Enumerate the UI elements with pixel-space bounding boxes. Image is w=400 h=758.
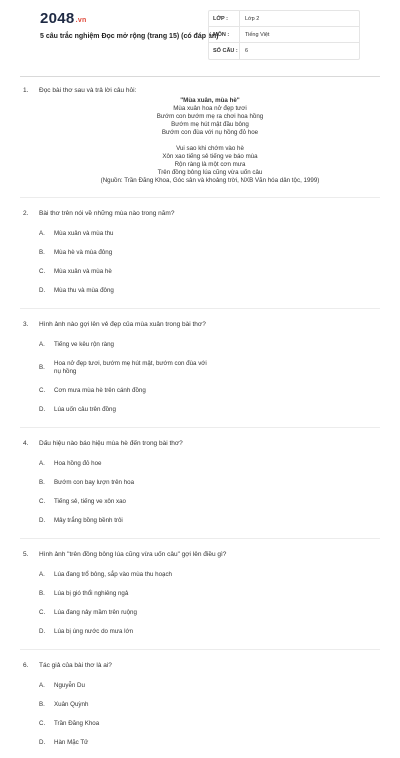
option-text: Bướm con bay lượn trên hoa [54, 479, 135, 486]
option-label: B. [39, 479, 45, 486]
meta-table [208, 10, 360, 60]
meta-value: Tiếng Việt [239, 27, 359, 42]
answer-option-c[interactable] [39, 268, 211, 276]
answer-option-d[interactable] [39, 739, 211, 747]
question-prompt [20, 320, 380, 329]
answer-option-c[interactable] [39, 609, 211, 617]
option-text: Lúa đang nảy mầm trên ruộng [54, 609, 137, 616]
answer-option-c[interactable] [39, 720, 211, 728]
option-label: C. [39, 387, 46, 394]
answer-option-b[interactable] [39, 701, 211, 709]
question-divider [20, 308, 380, 309]
poem-line: Mùa xuân hoa nở đẹp tươi [173, 105, 247, 112]
option-label: A. [39, 682, 45, 689]
option-text: Nguyễn Du [54, 682, 85, 689]
option-label: D. [39, 287, 46, 294]
document-title: 5 câu trắc nghiệm Đọc mở rộng (trang 15) (có đáp án) [40, 33, 219, 40]
answer-option-d[interactable] [39, 517, 211, 525]
question-divider [20, 427, 380, 428]
option-text: Lúa bị gió thổi nghiêng ngả [54, 590, 129, 597]
answer-option-d[interactable] [39, 287, 211, 295]
poem-line: Vui sao khi chớm vào hè [176, 145, 244, 152]
header-divider [20, 76, 380, 77]
poem-source: (Nguồn: Trần Đăng Khoa, Góc sân và khoảng trời, NXB Văn hóa dân tộc, 1999) [100, 177, 320, 184]
answer-option-b[interactable] [39, 479, 211, 487]
question-prompt [20, 439, 380, 448]
answer-option-b[interactable] [39, 360, 211, 376]
option-text: Lúa đang trổ bông, sắp vào mùa thu hoạch [54, 571, 172, 578]
question-number: 2. [23, 210, 29, 217]
option-text: Mây trắng bồng bềnh trôi [54, 517, 123, 524]
answer-option-d[interactable] [39, 406, 211, 414]
site-logo[interactable] [40, 10, 87, 27]
option-text: Hoa nở đẹp tươi, bướm mẹ hút mật, bướm con đùa với nụ hồng [54, 360, 207, 375]
meta-row-grade [209, 11, 359, 27]
option-label: D. [39, 517, 46, 524]
answer-option-b[interactable] [39, 249, 211, 257]
meta-key: SỐ CÂU : [213, 48, 238, 54]
option-text: Tiếng ve kêu rộn ràng [54, 341, 114, 348]
option-label: C. [39, 720, 46, 727]
question-text: Hình ảnh "trên đồng bông lúa cũng vừa uốn câu" gợi lên điều gì? [39, 551, 227, 558]
option-text: Hàn Mặc Tử [54, 739, 89, 746]
question-number: 4. [23, 440, 29, 447]
question-number: 3. [23, 321, 29, 328]
option-label: A. [39, 460, 45, 467]
question-prompt [20, 86, 380, 95]
option-label: C. [39, 268, 46, 275]
answer-option-d[interactable] [39, 628, 211, 636]
option-label: B. [39, 364, 45, 371]
answer-options [20, 460, 380, 536]
question-number: 5. [23, 551, 29, 558]
question-2 [20, 209, 380, 306]
option-label: C. [39, 498, 46, 505]
question-5 [20, 550, 380, 647]
question-number: 1. [23, 87, 29, 94]
option-text: Cơn mưa mùa hè trên cánh đồng [54, 387, 146, 394]
answer-option-a[interactable] [39, 682, 211, 690]
answer-option-b[interactable] [39, 590, 211, 598]
question-divider [20, 197, 380, 198]
question-6 [20, 661, 380, 758]
question-text: Bài thơ trên nói về những mùa nào trong năm? [39, 210, 175, 217]
option-text: Lúa uốn câu trên đồng [54, 406, 116, 413]
poem-line: Xôn xao tiếng sẻ tiếng ve báo mùa [162, 153, 258, 160]
option-text: Xuân Quỳnh [54, 701, 89, 708]
poem-line: Trên đồng bông lúa cũng vừa uốn câu [157, 169, 263, 176]
meta-value: 6 [239, 43, 359, 59]
question-4 [20, 439, 380, 536]
option-label: D. [39, 739, 46, 746]
answer-option-c[interactable] [39, 387, 211, 395]
answer-options [20, 341, 380, 425]
option-label: A. [39, 571, 45, 578]
option-text: Mùa xuân và mùa thu [54, 230, 114, 237]
option-text: Hoa hồng đỏ hoe [54, 460, 102, 467]
option-text: Mùa hè và mùa đông [54, 249, 113, 256]
poem-title: "Mùa xuân, mùa hè" [180, 97, 240, 104]
option-text: Tiếng sẻ, tiếng ve xôn xao [54, 498, 127, 505]
answer-option-a[interactable] [39, 460, 211, 468]
question-number: 6. [23, 662, 29, 669]
stanza-gap [40, 137, 380, 145]
question-divider [20, 538, 380, 539]
poem-line: Bướm con đùa với nụ hồng đỏ hoe [161, 129, 259, 136]
answer-option-a[interactable] [39, 571, 211, 579]
meta-value: Lớp 2 [239, 11, 359, 26]
meta-key: LỚP : [213, 15, 228, 22]
poem [20, 97, 380, 185]
poem-line: Bướm con bướm mẹ ra chơi hoa hồng [156, 113, 264, 120]
option-text: Lúa bị úng nước do mưa lớn [54, 628, 134, 635]
logo-suffix: .vn [75, 17, 87, 24]
option-label: B. [39, 590, 45, 597]
document-header [20, 0, 380, 72]
question-prompt [20, 209, 380, 218]
option-text: Mùa xuân và mùa hè [54, 268, 112, 275]
answer-option-a[interactable] [39, 230, 211, 238]
option-text: Trần Đăng Khoa [54, 720, 100, 727]
question-divider [20, 649, 380, 650]
answer-option-a[interactable] [39, 341, 211, 349]
meta-row-count [209, 43, 359, 59]
meta-key: MÔN : [213, 31, 230, 38]
answer-option-c[interactable] [39, 498, 211, 506]
option-label: A. [39, 230, 45, 237]
question-prompt [20, 550, 380, 559]
question-text: Đọc bài thơ sau và trả lời câu hỏi: [39, 87, 137, 94]
option-label: A. [39, 341, 45, 348]
poem-line: Rộn ràng là một cơn mưa [174, 161, 246, 168]
poem-line: Bướm mẹ hút mật đầu bông [171, 121, 249, 128]
answer-options [20, 230, 380, 306]
meta-row-subject [209, 27, 359, 43]
logo-text: 2048 [40, 10, 75, 27]
question-text: Hình ảnh nào gợi lên vẻ đẹp của mùa xuân trong bài thơ? [39, 321, 206, 328]
option-label: B. [39, 701, 45, 708]
question-text: Dấu hiệu nào báo hiệu mùa hè đến trong bài thơ? [39, 440, 183, 447]
question-3 [20, 320, 380, 425]
question-prompt [20, 661, 380, 670]
option-label: D. [39, 628, 46, 635]
answer-options [20, 682, 380, 758]
option-label: D. [39, 406, 46, 413]
question-text: Tác giả của bài thơ là ai? [39, 662, 112, 669]
option-label: B. [39, 249, 45, 256]
answer-options [20, 571, 380, 647]
option-text: Mùa thu và mùa đông [54, 287, 114, 294]
question-1 [20, 86, 380, 185]
option-label: C. [39, 609, 46, 616]
